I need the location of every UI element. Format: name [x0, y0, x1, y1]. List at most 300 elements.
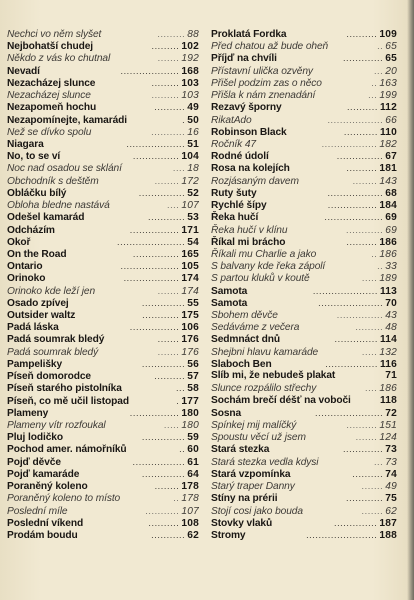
song-title: Pampelišky [7, 358, 63, 370]
page-number: 186 [379, 248, 397, 260]
index-entry [7, 187, 199, 199]
index-entry [211, 456, 397, 468]
page-number: 16 [187, 126, 199, 138]
song-title: Poraněný koleno [7, 481, 88, 493]
dot-leader: .......... [154, 371, 186, 382]
dot-leader: ............... [132, 248, 180, 259]
dot-leader: .......... [346, 163, 378, 174]
song-title: Někdo z vás ko chutnal [7, 53, 111, 65]
index-entry [7, 224, 199, 236]
dot-leader: ......... [157, 29, 186, 39]
dot-leader: .............. [141, 358, 186, 369]
index-entry [211, 175, 397, 187]
dot-leader: ................ [129, 224, 180, 235]
page-number: 114 [379, 334, 397, 346]
dot-leader: ....... [157, 334, 180, 345]
song-title: Okoř [7, 236, 31, 248]
index-entry [211, 285, 397, 297]
page-number: 192 [181, 53, 199, 65]
song-title: S partou kluků v koutě [211, 273, 310, 285]
song-title: Odcházím [7, 224, 55, 236]
index-entry [7, 89, 199, 101]
song-title: Píseň domorodce [7, 371, 91, 383]
page-number: 71 [385, 370, 397, 382]
song-title: Spoustu věcí už jsem [211, 432, 306, 444]
page-number: 102 [181, 41, 199, 53]
index-entry [211, 517, 397, 529]
page-number: 53 [187, 212, 199, 224]
dot-leader: .... [172, 163, 186, 174]
page-number: 178 [181, 493, 199, 505]
song-title: Stojí cosi jako bouda [211, 505, 303, 517]
dot-leader: ............ [142, 310, 180, 321]
index-entry [211, 272, 397, 284]
dot-leader: .............. [141, 468, 186, 479]
song-title: Samota [211, 285, 248, 297]
page-number: 64 [187, 468, 199, 480]
index-entry [7, 260, 199, 272]
dot-leader: ..... [163, 420, 180, 430]
dot-leader: ................. [325, 358, 378, 369]
page-number: 66 [385, 114, 397, 126]
index-entry [7, 419, 199, 431]
page-number: 103 [181, 77, 199, 89]
dot-leader: ............... [336, 151, 384, 162]
page-number: 172 [181, 175, 199, 187]
page-number: 48 [385, 322, 397, 334]
song-title: Pluj lodičko [7, 432, 63, 444]
dot-leader: ..................... [312, 285, 378, 296]
page-number: 187 [379, 517, 397, 529]
page-number: 50 [187, 114, 199, 126]
index-entry [7, 309, 199, 321]
dot-leader: .............. [141, 432, 186, 443]
page-number: 108 [181, 517, 199, 529]
song-title: Píseň starého pistolníka [7, 383, 122, 395]
index-entry [211, 126, 397, 138]
dot-leader: ......... [151, 90, 180, 101]
page-number: 62 [385, 505, 397, 517]
page-number: 88 [187, 29, 199, 40]
page-number: 180 [181, 420, 199, 431]
index-entry [7, 150, 199, 162]
page-number: 175 [181, 310, 199, 322]
song-title: Ročník 47 [211, 138, 256, 150]
page-number: 181 [379, 163, 397, 175]
index-entry [211, 346, 397, 358]
dot-leader: ....... [355, 432, 378, 443]
page-number: 143 [379, 175, 397, 187]
dot-leader: .......... [154, 102, 186, 113]
song-title: Slaboch Ben [211, 358, 272, 370]
page-number: 33 [385, 261, 397, 273]
song-title: Plameny [7, 407, 49, 419]
index-entry [211, 199, 397, 211]
index-entry [7, 333, 199, 345]
page-number: 54 [187, 236, 199, 248]
dot-leader: .. [371, 77, 378, 88]
song-title: Niagara [7, 138, 44, 150]
song-title: Plameny vítr rozfoukal [7, 420, 106, 431]
dot-leader: .................. [321, 138, 378, 149]
page-number: 184 [379, 200, 397, 212]
song-title: Přišla k nám znenadání [211, 90, 316, 102]
song-title: On the Road [7, 248, 67, 260]
page-number: 199 [379, 90, 397, 102]
page-number: 188 [379, 529, 397, 541]
page-edge-shadow [407, 0, 414, 600]
index-entry [7, 52, 199, 64]
index-entry [7, 443, 199, 455]
page-number: 168 [181, 65, 199, 77]
page-number: 116 [379, 358, 397, 370]
index-entry [211, 431, 397, 443]
dot-leader: ................... [120, 65, 180, 76]
index-entry [211, 492, 397, 504]
index-entry [7, 28, 199, 40]
page-number: 20 [385, 65, 397, 77]
song-title: Sosna [211, 407, 242, 419]
song-title: Spínkej mij malíčký [211, 420, 297, 431]
song-title: Obloha bledne nastává [7, 200, 110, 212]
dot-leader: ................... [120, 261, 180, 272]
song-title: Příjď na chvíli [211, 53, 277, 65]
song-title: Píseň, co mě učil listopad [7, 395, 129, 407]
page-number: 69 [385, 224, 397, 236]
dot-leader: ........ [154, 481, 180, 492]
index-entry [211, 28, 397, 40]
song-title: Slíb mi, že nebudeš plakat [211, 370, 336, 382]
song-title: Rychlé šípy [211, 200, 267, 212]
dot-leader: ... [175, 383, 186, 394]
page-number: 105 [181, 261, 199, 273]
song-title: Stará vzpomínka [211, 468, 291, 480]
page-number: 52 [187, 187, 199, 199]
song-title: Orinoko [7, 273, 46, 285]
index-entry [7, 248, 199, 260]
song-title: Pojď děvče [7, 456, 61, 468]
dot-leader: ............ [346, 224, 384, 235]
dot-leader: ... [368, 90, 378, 101]
page-number: 186 [379, 236, 397, 248]
page-number: 118 [379, 394, 397, 406]
song-title: Stará stezka vedla kdysi [211, 456, 319, 468]
index-entry [211, 505, 397, 517]
index-entry [7, 431, 199, 443]
index-entry [211, 101, 397, 113]
index-entry [7, 456, 199, 468]
dot-leader: .............. [334, 334, 378, 345]
song-title: Než se dívko spolu [7, 126, 92, 138]
index-entry [7, 517, 199, 529]
dot-leader: ........... [145, 505, 180, 516]
song-title: Obláčku bílý [7, 187, 67, 199]
song-title: Stará stezka [211, 444, 270, 456]
index-entry [7, 114, 199, 126]
song-title: Padá láska [7, 322, 59, 334]
dot-leader: ............. [342, 444, 384, 455]
dot-leader: ...................... [315, 407, 384, 418]
dot-leader: ... [373, 65, 384, 76]
index-entry [211, 138, 397, 150]
song-title: Proklatá Fordka [211, 29, 287, 40]
dot-leader: .. [173, 493, 180, 504]
song-title: Ontario [7, 261, 43, 273]
dot-leader: .... [166, 200, 180, 211]
dot-leader: ................. [132, 456, 186, 467]
song-title: Řeka hučí v klínu [211, 224, 288, 236]
index-entry [211, 224, 397, 236]
dot-leader: ................ [129, 322, 180, 333]
song-title: Padá soumrak bledý [7, 346, 99, 358]
song-title: RikatAdo [211, 114, 252, 126]
page-number: 59 [187, 432, 199, 444]
index-entry [211, 468, 397, 480]
song-title: Řeka hučí [211, 212, 259, 224]
song-title: Shejbni hlavu kamaráde [211, 346, 319, 358]
dot-leader: .. [179, 444, 186, 455]
page-number: 163 [379, 77, 397, 89]
song-title: Nejbohatší chudej [7, 41, 94, 53]
dot-leader: ........... [151, 529, 186, 540]
index-entry [211, 77, 397, 89]
song-title: Sedáváme z večera [211, 322, 300, 334]
index-entry [211, 443, 397, 455]
index-entry [211, 260, 397, 272]
index-entry [7, 492, 199, 504]
dot-leader: .. [371, 248, 378, 259]
page-number: 61 [187, 456, 199, 468]
index-entry [7, 236, 199, 248]
dot-leader: ........ [352, 175, 378, 186]
index-entry [7, 65, 199, 77]
page-number: 180 [181, 407, 199, 419]
page-number: 62 [187, 529, 199, 541]
index-entry [7, 272, 199, 284]
dot-leader: .......... [148, 517, 180, 528]
page-number: 70 [385, 297, 397, 309]
page-number: 151 [379, 420, 397, 431]
song-title: Samota [211, 297, 248, 309]
dot-leader: ............ [346, 493, 384, 504]
index-entry [211, 162, 397, 174]
page-number: 103 [181, 90, 199, 102]
dot-leader: . [176, 395, 180, 406]
dot-leader: ....... [157, 285, 180, 296]
page-number: 65 [385, 53, 397, 65]
page-number: 69 [385, 212, 397, 224]
index-entry [7, 321, 199, 333]
dot-leader: .............. [141, 297, 186, 308]
song-title: Rosa na kolejích [211, 163, 290, 175]
song-title: Poslední míle [7, 505, 68, 517]
page-number: 57 [187, 371, 199, 383]
page-number: 176 [181, 334, 199, 346]
page-number: 51 [187, 138, 199, 150]
index-entry [7, 505, 199, 517]
index-entry [211, 65, 397, 77]
song-title: Slunce rozpálilo střechy [211, 383, 317, 395]
page-number: 106 [181, 322, 199, 334]
index-entry [7, 382, 199, 394]
dot-leader: .......... [346, 102, 378, 113]
song-title: Ruty šuty [211, 187, 257, 199]
dot-leader: ........... [343, 126, 378, 137]
dot-leader: ......... [151, 41, 180, 52]
index-entry [7, 211, 199, 223]
song-title: Pojď kamaráde [7, 468, 80, 480]
page-number: 110 [379, 126, 397, 138]
dot-leader: .................. [327, 114, 384, 125]
dot-leader: ................... [324, 212, 384, 223]
index-entry [7, 126, 199, 138]
dot-leader: ................... [126, 138, 186, 149]
page-number: 18 [187, 163, 199, 175]
dot-leader: ..................... [318, 297, 384, 308]
index-entry [7, 480, 199, 492]
index-entry [211, 52, 397, 64]
index-entry [211, 236, 397, 248]
index-entry [211, 480, 397, 492]
song-title: Před chatou až bude oheň [211, 41, 329, 53]
page-number: 124 [379, 432, 397, 444]
index-entry [211, 89, 397, 101]
right-index-column [211, 28, 397, 541]
dot-leader: ............... [138, 187, 186, 198]
page-number: 43 [385, 310, 397, 322]
page-number: 176 [181, 346, 199, 358]
song-title: Poslední víkend [7, 517, 84, 529]
song-title: Rodné údolí [211, 151, 269, 163]
song-title: Nevadí [7, 65, 40, 77]
page-number: 112 [379, 102, 397, 114]
dot-leader: . [182, 114, 186, 125]
index-entry [211, 150, 397, 162]
dot-leader: ..... [361, 273, 378, 284]
page-number: 165 [181, 248, 199, 260]
dot-leader: ....... [361, 505, 384, 516]
index-entry [7, 40, 199, 52]
dot-leader: .......... [346, 420, 378, 430]
index-entry [211, 297, 397, 309]
dot-leader: ............... [336, 310, 384, 321]
dot-leader: .......... [346, 236, 378, 247]
song-title: Pochod amer. námořníků [7, 444, 127, 456]
song-title: Obchodník s deštěm [7, 175, 99, 187]
song-title: No, to se ví [7, 151, 61, 163]
song-title: Osado zpívej [7, 297, 69, 309]
dot-leader: ....... [157, 346, 180, 357]
index-entry [7, 77, 199, 89]
index-entry [7, 395, 199, 407]
page-number: 58 [187, 383, 199, 395]
page-number: 107 [181, 505, 199, 517]
page-number: 107 [181, 200, 199, 212]
page-number: 73 [385, 444, 397, 456]
dot-leader: ...................... [117, 236, 186, 247]
song-title: Přišel podzim zas o něco [211, 77, 322, 89]
page-number: 132 [379, 346, 397, 358]
page-number: 72 [385, 407, 397, 419]
page-number: 171 [181, 224, 199, 236]
song-title: Říkali mu Charlie a jako [211, 248, 317, 260]
dot-leader: ................ [129, 407, 180, 418]
dot-leader: ....................... [306, 529, 378, 540]
index-entry [211, 40, 397, 52]
page-number: 174 [181, 273, 199, 285]
index-entry [211, 529, 397, 541]
index-entry [211, 114, 397, 126]
page-number: 189 [379, 273, 397, 285]
song-title: Rezavý šporny [211, 102, 282, 114]
song-title: Nezacházej slunce [7, 77, 96, 89]
index-entry [7, 175, 199, 187]
song-title: Outsider waltz [7, 310, 76, 322]
page-number: 113 [379, 285, 397, 297]
index-entry [7, 358, 199, 370]
dot-leader: .................. [123, 273, 180, 284]
song-title: Noc nad osadou se sklání [7, 163, 122, 175]
index-entry [211, 333, 397, 345]
dot-leader: ..... [361, 346, 378, 357]
page-number: 177 [181, 395, 199, 407]
page-number: 55 [187, 297, 199, 309]
page-number: 75 [385, 493, 397, 505]
index-entry [7, 370, 199, 382]
song-title: Nezapomínejte, kamarádi [7, 114, 127, 126]
song-title: Rozjásaným davem [211, 175, 299, 187]
dot-leader: ....... [361, 481, 384, 492]
song-title: Nezacházej slunce [7, 90, 91, 102]
index-entry [211, 395, 397, 407]
dot-leader: ......... [355, 322, 384, 333]
index-entry [7, 101, 199, 113]
index-entry [7, 529, 199, 541]
page-number: 109 [379, 29, 397, 40]
index-entry [7, 285, 199, 297]
page-number: 73 [385, 456, 397, 468]
song-title: Prodám boudu [7, 529, 78, 541]
song-title: Stíny na prérii [211, 493, 278, 505]
dot-leader: ................ [327, 200, 378, 211]
index-entry [7, 468, 199, 480]
dot-leader: .......... [346, 29, 378, 39]
song-title: Přístavní ulička ozvěny [211, 65, 313, 77]
dot-leader: .... [364, 383, 378, 394]
page-number: 74 [385, 468, 397, 480]
song-title: Říkal mi brácho [211, 236, 286, 248]
page-number: 104 [181, 151, 199, 163]
dot-leader: .. [377, 41, 384, 52]
dot-leader: ........ [154, 175, 180, 186]
song-title: Poraněný koleno to místo [7, 493, 121, 505]
index-entry [7, 407, 199, 419]
dot-leader: .................. [327, 187, 384, 198]
index-entry [7, 199, 199, 211]
song-title: Stromy [211, 529, 246, 541]
page-number: 186 [379, 383, 397, 395]
page-number: 178 [181, 481, 199, 493]
dot-leader: .............. [333, 517, 378, 528]
page-number: 49 [385, 481, 397, 493]
index-entry [7, 297, 199, 309]
index-entry [211, 187, 397, 199]
dot-leader: ............ [148, 212, 186, 223]
song-title: Sbohem děvče [211, 310, 278, 322]
left-index-column [7, 28, 199, 541]
index-entry [7, 138, 199, 150]
song-title: Stovky vlaků [211, 517, 273, 529]
